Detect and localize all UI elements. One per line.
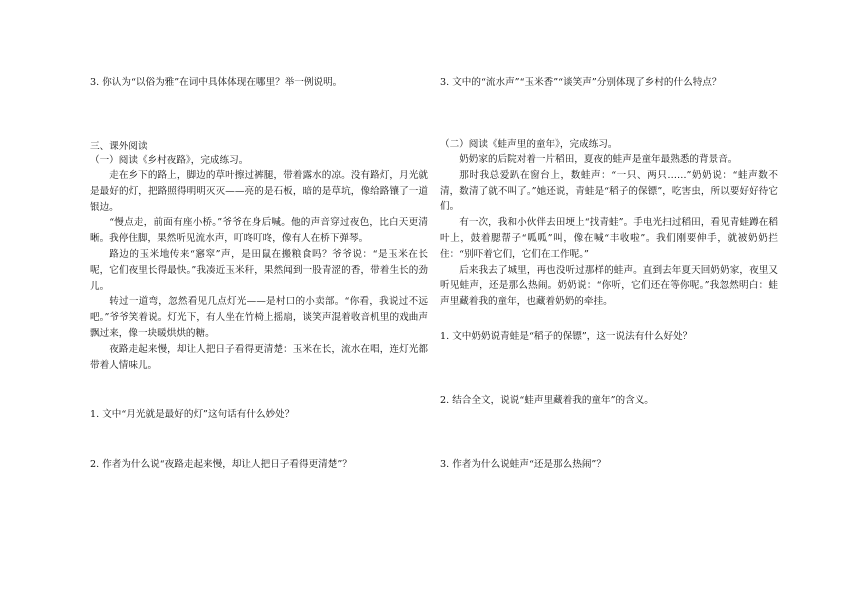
- passage-1-title: （一）阅读《乡村夜路》，完成练习。: [90, 155, 249, 166]
- passage-2-question-1: 1. 文中奶奶说青蛙是“稻子的保镖”，这一说法有什么好处？: [440, 331, 693, 342]
- right-column: [440, 0, 778, 608]
- passage-2-question-3: 3. 作者为什么说蛙声“还是那么热闹”？: [440, 459, 606, 470]
- passage-2-body: [440, 152, 778, 310]
- paragraph: 那时我总爱趴在窗台上，数蛙声：“一只、两只……”奶奶说：“蛙声数不清，数清了就不叫了。”她还说，青蛙是“稻子的保镖”，吃害虫，所以要好好待它们。: [440, 169, 778, 213]
- paragraph: 奶奶家的后院对着一片稻田，夏夜的蛙声是童年最熟悉的背景音。: [459, 154, 738, 165]
- paragraph: 路边的玉米地传来“窸窣”声，是田鼠在搬粮食吗？爷爷说：“是玉米在长呢，它们夜里长得最快。”我凑近玉米秆，果然闻到一股青涩的香，带着生长的劲儿。: [90, 248, 428, 292]
- paragraph: 有一次，我和小伙伴去田埂上“找青蛙”。手电光扫过稻田，看见青蛙蹲在稻叶上，鼓着腮帮子“呱呱”叫，像在喊“丰收啦”。我们刚要伸手，就被奶奶拦住：“别吓着它们，它们在工作呢。”: [440, 217, 778, 260]
- left-column: [90, 0, 428, 608]
- passage-2-question-2: 2. 结合全文，说说“蛙声里藏着我的童年”的含义。: [440, 395, 654, 406]
- paragraph: “慢点走，前面有座小桥。”爷爷在身后喊。他的声音穿过夜色，比白天更清晰。我停住脚，果然听见流水声，叮咚叮咚，像有人在桥下弹琴。: [90, 217, 428, 245]
- paragraph: 转过一道弯，忽然看见几点灯光——是村口的小卖部。“你看，我说过不远吧。”爷爷笑着说。灯光下，有人坐在竹椅上摇扇，谈笑声混着收音机里的戏曲声飘过来，像一块暖烘烘的糖。: [90, 296, 428, 339]
- paragraph: 走在乡下的路上，脚边的草叶擦过裤腿，带着露水的凉。没有路灯，月光就是最好的灯，把路照得明明灭灭——亮的是石板，暗的是草坑，像给路镶了一道银边。: [90, 170, 428, 213]
- paragraph: 夜路走起来慢，却让人把日子看得更清楚：玉米在长，流水在唱，连灯光都带着人情味儿。: [90, 343, 428, 371]
- question-3-previous: 3. 你认为“以俗为雅”在词中具体体现在哪里？举一例说明。: [90, 77, 343, 88]
- passage-2-title: （二）阅读《蛙声里的童年》，完成练习。: [440, 139, 618, 150]
- question-3-previous-right: 3. 文中的“流水声”“玉米香”“谈笑声”分别体现了乡村的什么特点？: [440, 77, 722, 88]
- section-title: 三、课外阅读: [90, 141, 148, 152]
- passage-1-body: [90, 168, 428, 373]
- paragraph: 后来我去了城里，再也没听过那样的蛙声。直到去年夏天回奶奶家，夜里又听见蛙声，还是那么热闹。奶奶说：“你听，它们还在等你呢。”我忽然明白：蛙声里藏着我的童年，也藏着奶奶的牵挂。: [440, 264, 778, 308]
- passage-1-question-2: 2. 作者为什么说“夜路走起来慢，却让人把日子看得更清楚”？: [90, 459, 352, 470]
- passage-1-question-1: 1. 文中“月光就是最好的灯”这句话有什么妙处？: [90, 409, 295, 420]
